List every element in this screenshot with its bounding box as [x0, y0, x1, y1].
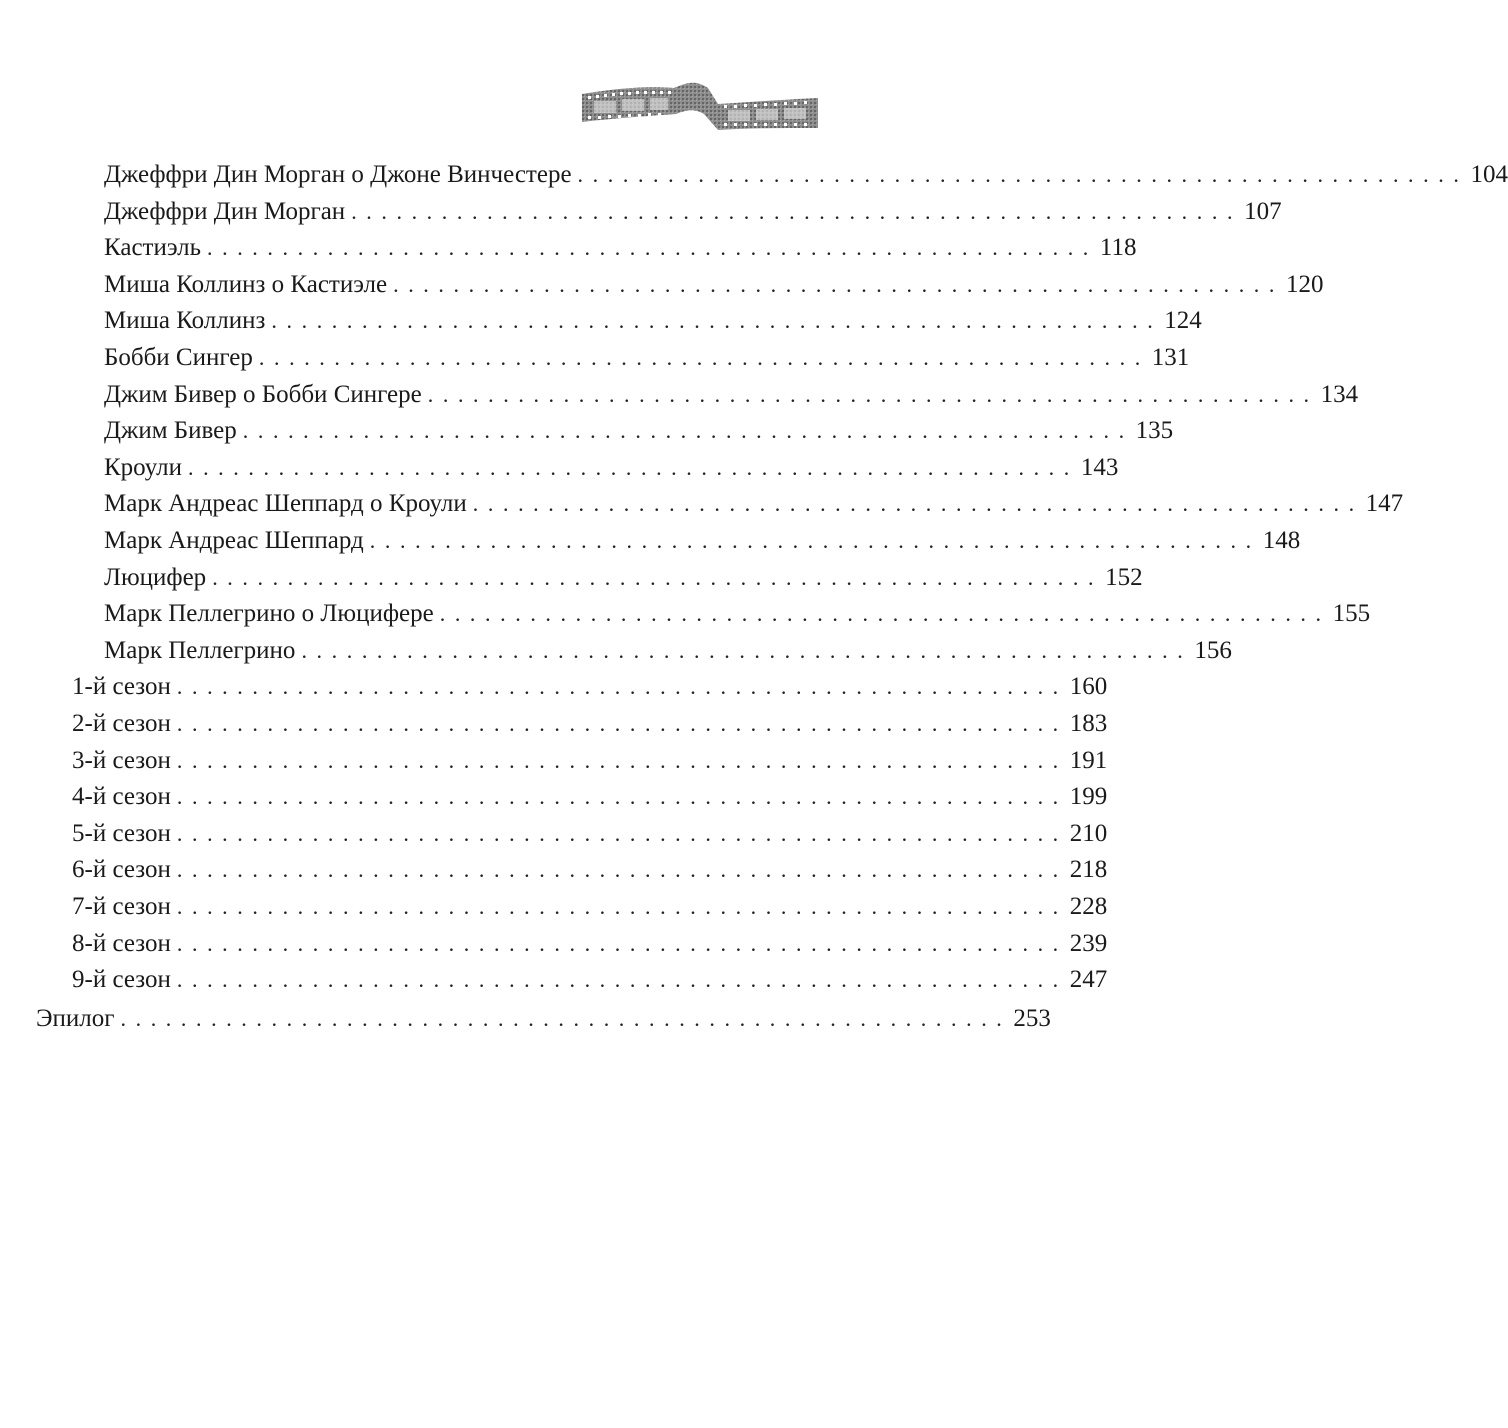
toc-entry-page: 107 [1244, 197, 1282, 225]
toc-entry-title: Джим Бивер о Бобби Сингере [104, 380, 422, 408]
toc-entry-title: Марк Андреас Шеппард [104, 527, 364, 554]
toc-dot-leader: ........................................................... [120, 1005, 1012, 1031]
toc-entry [72, 816, 1108, 852]
toc-entry [72, 852, 1108, 888]
toc-entry-title: 8-й сезон [72, 929, 171, 957]
toc-dot-leader: ........................................................... [176, 894, 1068, 919]
toc-entry-title: Люцифер [104, 563, 207, 591]
toc-entry-page: 143 [1080, 453, 1119, 481]
toc-dot-leader: ........................................................... [176, 784, 1068, 810]
toc-entry-page: 152 [1105, 563, 1143, 591]
toc-dot-leader: ........................................................... [439, 601, 1331, 627]
toc-entry [104, 523, 1301, 559]
toc-entry-title: Кастиэль [104, 234, 201, 262]
toc-entry [104, 486, 1404, 522]
toc-entry [72, 669, 1108, 705]
toc-entry [104, 267, 1324, 303]
toc-entry-page: 183 [1069, 710, 1108, 737]
toc-entry-title: 2-й сезон [72, 710, 171, 737]
toc-entry-title: 5-й сезон [72, 819, 171, 847]
toc-entry-title: Джеффри Дин Морган о Джоне Винчестере [104, 161, 572, 188]
toc-entry-title: Марк Андреас Шеппард о Кроули [104, 490, 467, 518]
film-strip-ornament [578, 74, 822, 136]
toc-dot-leader: ........................................................... [472, 491, 1364, 517]
toc-dot-leader: ........................................................... [176, 820, 1068, 846]
toc-entry-page: 104 [1470, 161, 1508, 188]
toc-entry-title: 3-й сезон [72, 746, 171, 774]
toc-entry-page: 120 [1286, 270, 1324, 298]
toc-dot-leader: ........................................................... [176, 967, 1068, 993]
toc-entry [104, 596, 1371, 632]
toc-entry [104, 633, 1232, 669]
toc-entry-page: 131 [1151, 344, 1190, 371]
toc-dot-leader: ........................................................... [577, 162, 1469, 187]
toc-entry [104, 450, 1119, 486]
toc-dot-leader: ........................................................... [176, 674, 1068, 700]
toc-entry-title: 6-й сезон [72, 856, 171, 884]
toc-entry-page: 228 [1069, 893, 1108, 920]
toc-entry [104, 303, 1202, 339]
toc-entry [72, 889, 1108, 925]
toc-entry-page: 118 [1099, 234, 1137, 262]
toc-entry-title: Джеффри Дин Морган [104, 197, 346, 225]
toc-entry-page: 135 [1135, 417, 1174, 445]
toc-entry-page: 155 [1332, 600, 1371, 628]
toc-entry-title: Миша Коллинз о Кастиэле [104, 270, 388, 298]
toc-dot-leader: ........................................................... [212, 564, 1104, 590]
toc-entry [72, 962, 1108, 998]
toc-dot-leader: ........................................................... [301, 637, 1193, 663]
toc-entry [72, 926, 1108, 962]
toc-entry-page: 134 [1320, 380, 1359, 408]
toc-entry [36, 1001, 1051, 1037]
toc-dot-leader: ........................................................... [176, 747, 1068, 773]
toc-entry [104, 230, 1137, 266]
toc-entry-title: 4-й сезон [72, 783, 171, 811]
toc-entry [104, 413, 1174, 449]
toc-entry-page: 147 [1365, 490, 1404, 518]
toc-entry-title: Бобби Сингер [104, 344, 253, 371]
toc-entry-title: Эпилог [36, 1004, 115, 1032]
toc-entry-title: 9-й сезон [72, 966, 171, 994]
toc-entry-page: 124 [1164, 307, 1202, 335]
toc-dot-leader: ........................................................... [176, 930, 1068, 956]
toc-entry [104, 340, 1190, 376]
toc-entry-page: 199 [1069, 783, 1108, 811]
toc-entry-title: Марк Пеллегрино [104, 636, 296, 664]
toc-dot-leader: ........................................................... [176, 857, 1068, 883]
toc-entry-title: 1-й сезон [72, 673, 171, 701]
toc-entry [72, 779, 1108, 815]
toc-dot-leader: ........................................................... [393, 271, 1284, 297]
toc-entry-page: 247 [1069, 966, 1108, 994]
toc-entry-page: 160 [1069, 673, 1108, 701]
toc-entry [72, 743, 1108, 779]
toc-dot-leader: ........................................................... [242, 418, 1134, 444]
toc-dot-leader: ........................................................... [351, 198, 1243, 224]
toc-dot-leader: ........................................................... [369, 528, 1261, 553]
toc-entry-page: 156 [1194, 636, 1232, 664]
toc-dot-leader: ........................................................... [207, 235, 1098, 261]
toc-entry [104, 560, 1143, 596]
toc-entry-title: Джим Бивер [104, 417, 237, 445]
toc-entry-page: 210 [1069, 819, 1108, 847]
toc-entry-title: Кроули [104, 453, 182, 481]
toc-entry [72, 706, 1108, 742]
toc-dot-leader: ........................................................... [271, 308, 1163, 334]
toc-entry [104, 194, 1282, 230]
toc-entry-title: Марк Пеллегрино о Люцифере [104, 600, 434, 628]
toc-entry-page: 253 [1013, 1004, 1051, 1032]
toc-entry-page: 218 [1069, 856, 1108, 884]
toc-entry-page: 239 [1069, 929, 1108, 957]
toc-dot-leader: ........................................................... [427, 381, 1319, 407]
toc-entry-title: Миша Коллинз [104, 307, 266, 335]
toc-entry-page: 148 [1262, 527, 1301, 554]
toc-entry-title: 7-й сезон [72, 893, 171, 920]
toc-entry [104, 157, 1508, 193]
toc-entry-page: 191 [1069, 746, 1108, 774]
toc-dot-leader: ........................................................... [187, 454, 1079, 480]
toc-entry [104, 377, 1359, 413]
toc-dot-leader: ........................................................... [258, 345, 1150, 370]
toc-dot-leader: ........................................................... [176, 711, 1068, 736]
